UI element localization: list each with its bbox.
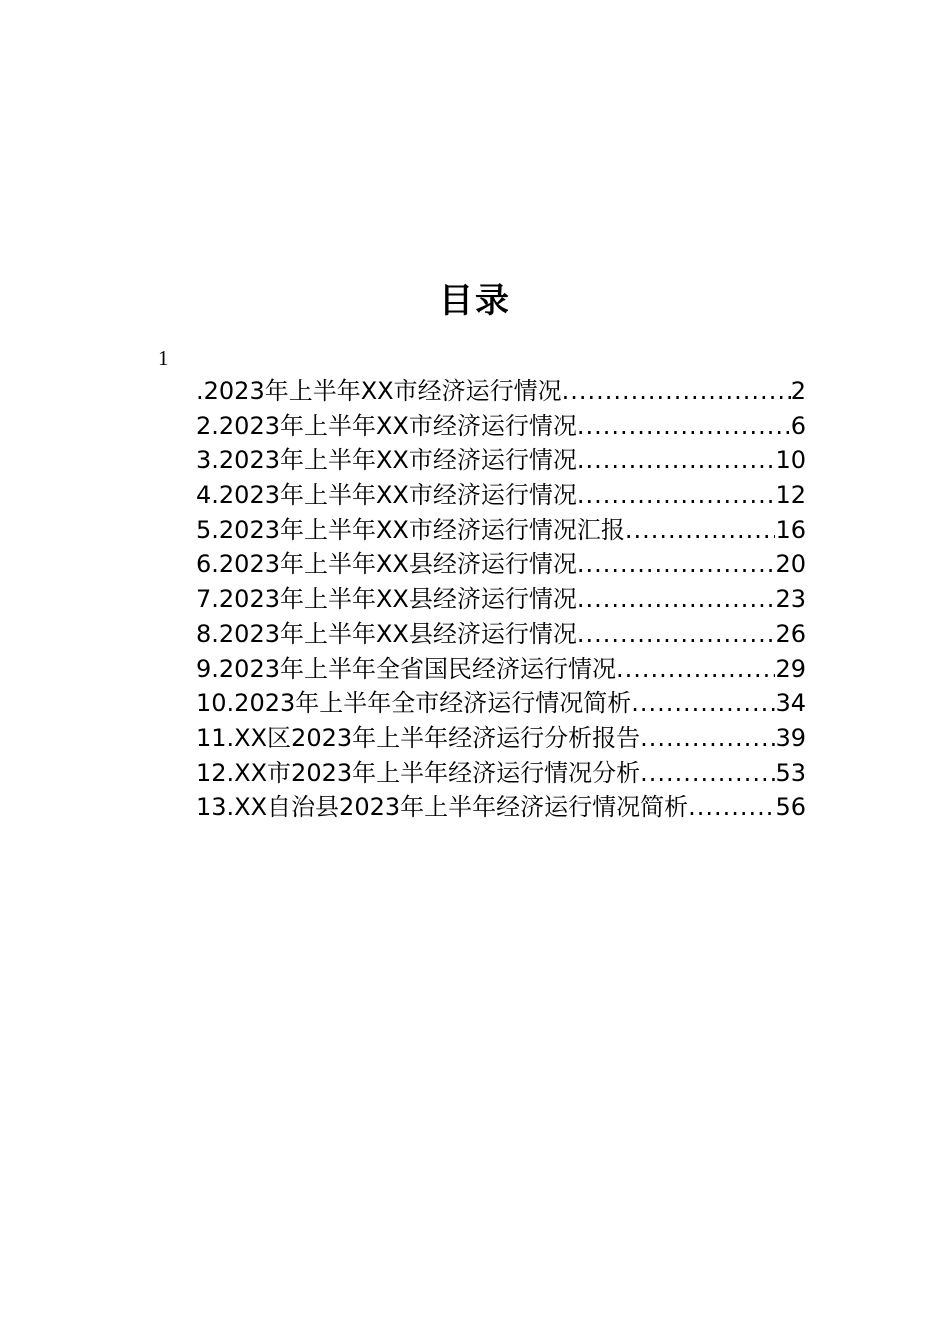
toc-entry-12[interactable] [196, 756, 806, 791]
toc-entry-page: 53 [775, 758, 806, 787]
toc-list [196, 374, 806, 825]
toc-entry-page: 26 [775, 619, 806, 648]
toc-dot-leader [577, 582, 776, 617]
toc-entry-page: 39 [775, 723, 806, 752]
toc-dot-leader [640, 721, 775, 756]
toc-entry-13[interactable] [196, 790, 806, 825]
toc-dot-leader [562, 374, 791, 409]
toc-dot-leader [640, 756, 775, 791]
toc-entry-page: 20 [775, 550, 806, 579]
toc-dot-leader [616, 652, 775, 687]
toc-entry-page: 34 [775, 689, 806, 718]
toc-entry-3[interactable] [196, 443, 806, 478]
toc-entry-title: 3.2023年上半年XX市经济运行情况 [196, 446, 577, 475]
toc-entry-page: 56 [775, 793, 806, 822]
toc-entry-title: 9.2023年上半年全省国民经济运行情况 [196, 654, 616, 683]
toc-entry-title: 8.2023年上半年XX县经济运行情况 [196, 619, 577, 648]
toc-entry-7[interactable] [196, 582, 806, 617]
toc-dot-leader [577, 617, 776, 652]
toc-entry-9[interactable] [196, 652, 806, 687]
toc-entry-6[interactable] [196, 547, 806, 582]
toc-entry-title: 7.2023年上半年XX县经济运行情况 [196, 585, 577, 614]
toc-entry-page: 6 [790, 411, 806, 440]
toc-entry-page: 10 [775, 446, 806, 475]
toc-dot-leader [688, 790, 775, 825]
toc-entry-2[interactable] [196, 409, 806, 444]
toc-entry-title: 13.XX自治县2023年上半年经济运行情况简析 [196, 793, 689, 822]
toc-entry-8[interactable] [196, 617, 806, 652]
toc-dot-leader [631, 686, 775, 721]
toc-entry-5[interactable] [196, 513, 806, 548]
toc-entry-title: 10.2023年上半年全市经济运行情况简析 [196, 689, 632, 718]
toc-entry-title: 12.XX市2023年上半年经济运行情况分析 [196, 758, 641, 787]
toc-dot-leader [577, 409, 791, 444]
toc-title: 目录 [439, 281, 511, 321]
toc-entry-title: 11.XX区2023年上半年经济运行分析报告 [196, 723, 641, 752]
list-number-marker: 1 [158, 346, 169, 370]
toc-dot-leader [625, 513, 776, 548]
toc-dot-leader [577, 443, 776, 478]
toc-entry-page: 29 [775, 654, 806, 683]
toc-entry-page: 23 [775, 585, 806, 614]
toc-dot-leader [577, 547, 776, 582]
toc-entry-title: 6.2023年上半年XX县经济运行情况 [196, 550, 577, 579]
toc-entry-4[interactable] [196, 478, 806, 513]
toc-entry-page: 16 [775, 515, 806, 544]
toc-entry-title: 5.2023年上半年XX市经济运行情况汇报 [196, 515, 625, 544]
toc-entry-11[interactable] [196, 721, 806, 756]
toc-entry-10[interactable] [196, 686, 806, 721]
toc-entry-1[interactable] [196, 374, 806, 409]
toc-entry-title: 2.2023年上半年XX市经济运行情况 [196, 411, 577, 440]
toc-entry-title: 4.2023年上半年XX市经济运行情况 [196, 481, 577, 510]
toc-entry-page: 12 [775, 481, 806, 510]
toc-entry-page: 2 [790, 377, 806, 405]
toc-dot-leader [577, 478, 776, 513]
toc-entry-title: .2023年上半年XX市经济运行情况 [196, 377, 562, 405]
